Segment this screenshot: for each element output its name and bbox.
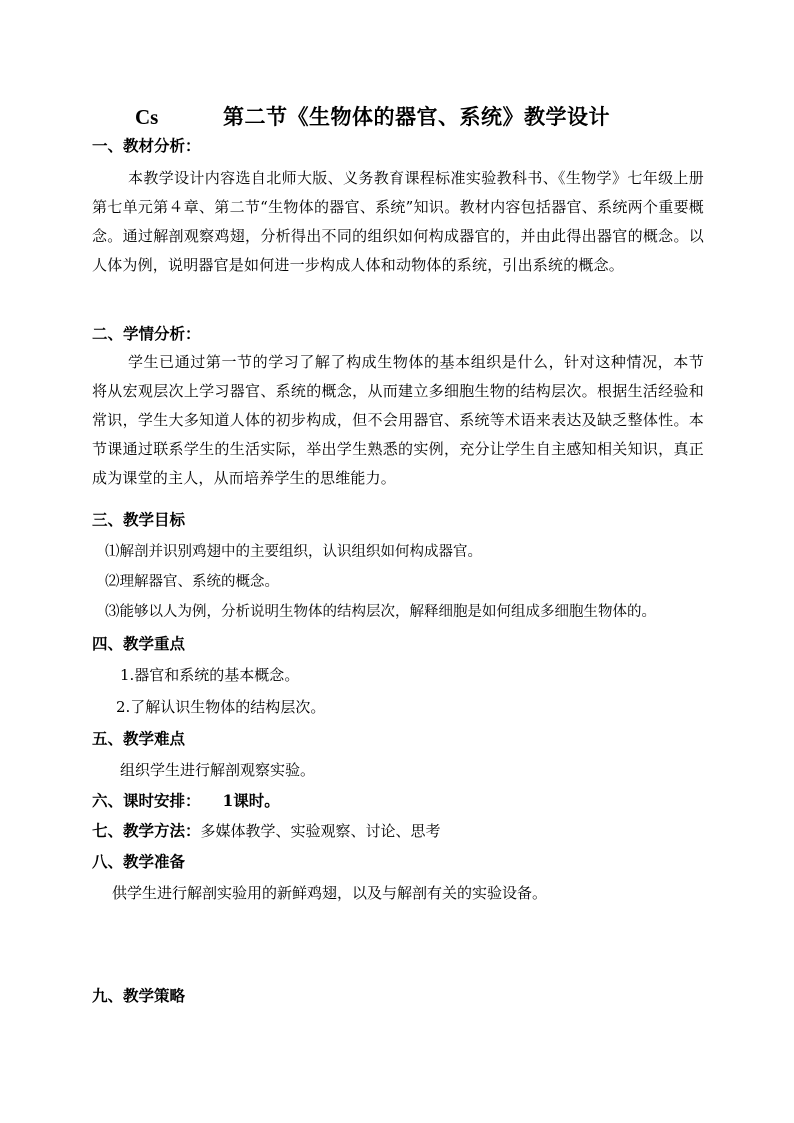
document-title bbox=[135, 101, 695, 133]
section-heading-objectives: 三、教学目标 bbox=[92, 510, 186, 529]
schedule-label: 六、课时安排： bbox=[92, 791, 201, 810]
section-heading-difficulties: 五、教学难点 bbox=[92, 729, 186, 748]
difficulty-text: 组织学生进行解剖观察实验。 bbox=[120, 761, 316, 779]
title-prefix: Cs bbox=[135, 105, 159, 129]
objective-item-1: ⑴解剖并识别鸡翅中的主要组织，认识组织如何构成器官。 bbox=[105, 544, 482, 560]
section-heading-key-points: 四、教学重点 bbox=[92, 634, 186, 653]
paragraph-student-analysis: 学生已通过第一节的学习了解了构成生物体的基本组织是什么，针对这种情况，本节将从宏观层次上学习器官、系统的概念，从而建立多细胞生物的结构层次。根据生活经验和常识，学生大多知道人体的初步构成，但不会用器官、系统等术语来表达及缺乏整体性。本节课通过联系学生的生活实际，举出学生熟悉的实例，充分让学生自主感知相关知识，真正成为课堂的主人，从而培养学生的思维能力。 bbox=[92, 353, 704, 487]
paragraph-textbook-analysis: 本教学设计内容选自北师大版、义务教育课程标准实验教科书、《生物学》七年级上册第七单元第４章、第二节“生物体的器官、系统”知识。教材内容包括器官、系统两个重要概念。通过解剖观察鸡翅，分析得出不同的组织如何构成器官的，并由此得出器官的概念。以人体为例，说明器官是如何进一步构成人体和动物体的系统，引出系统的概念。 bbox=[92, 169, 704, 274]
section-heading-preparation: 八、教学准备 bbox=[92, 852, 186, 871]
key-point-item-2: 2.了解认识生物体的结构层次。 bbox=[116, 698, 326, 716]
section-heading-methods bbox=[92, 820, 441, 842]
preparation-text: 供学生进行解剖实验用的新鲜鸡翅，以及与解剖有关的实验设备。 bbox=[112, 884, 548, 902]
section-heading-student-analysis: 二、学情分析： bbox=[92, 324, 201, 343]
title-text: 第二节《生物体的器官、系统》教学设计 bbox=[223, 104, 610, 129]
section-heading-schedule bbox=[92, 790, 280, 812]
section-heading-textbook-analysis: 一、教材分析： bbox=[92, 136, 201, 155]
methods-label: 七、教学方法： bbox=[92, 821, 201, 840]
methods-value: 多媒体教学、实验观察、讨论、思考 bbox=[200, 822, 441, 840]
objective-item-3: ⑶能够以人为例，分析说明生物体的结构层次，解释细胞是如何组成多细胞生物体的。 bbox=[105, 604, 656, 620]
section-heading-strategy: 九、教学策略 bbox=[92, 986, 186, 1005]
key-point-item-1: 1.器官和系统的基本概念。 bbox=[120, 666, 300, 684]
schedule-value: 1课时。 bbox=[222, 791, 280, 810]
objective-item-2: ⑵理解器官、系统的概念。 bbox=[105, 574, 279, 590]
